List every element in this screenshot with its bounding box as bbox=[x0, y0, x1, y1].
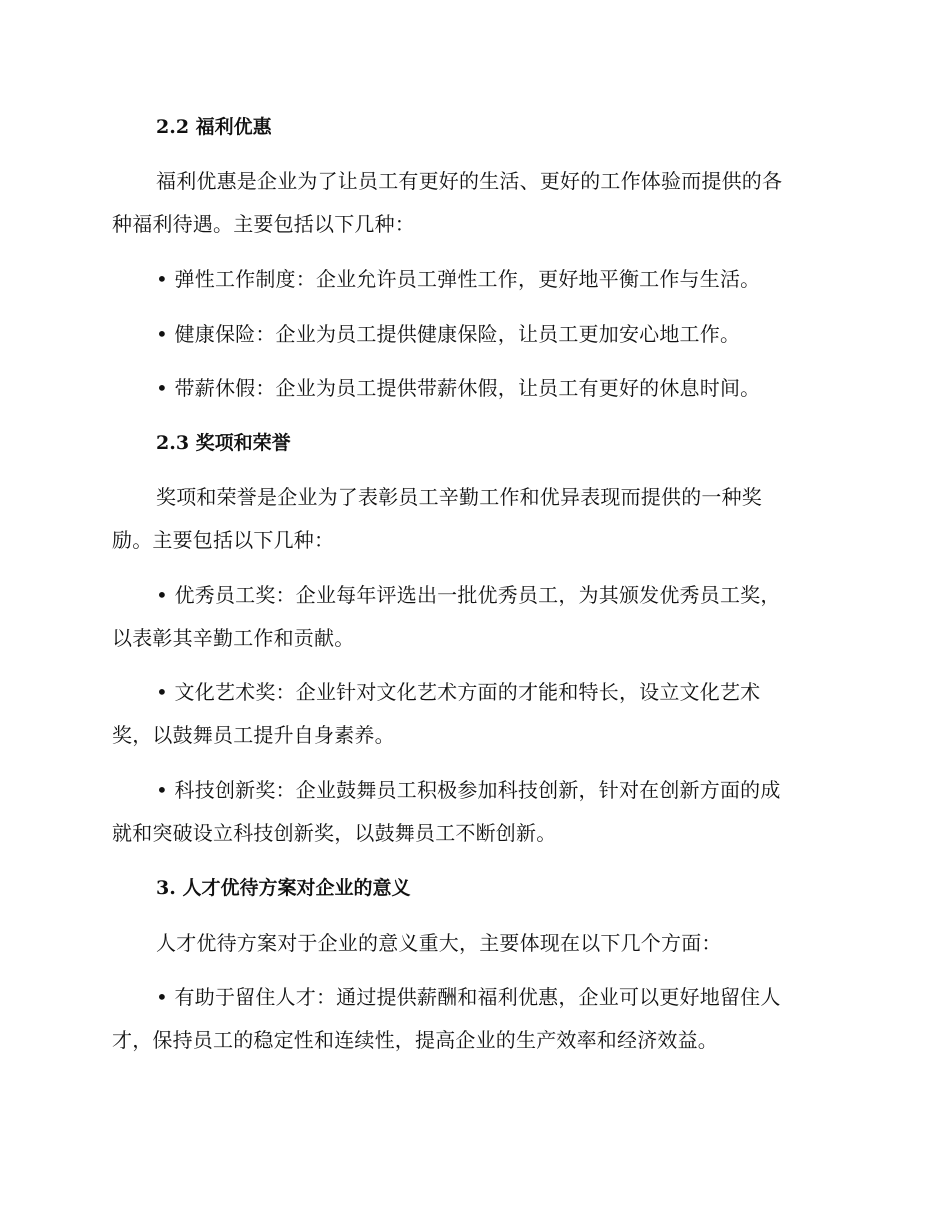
list-item: • 有助于留住人才：通过提供薪酬和福利优惠，企业可以更好地留住人 bbox=[156, 985, 781, 1009]
paragraph-line: 奖项和荣誉是企业为了表彰员工辛勤工作和优异表现而提供的一种奖 bbox=[156, 485, 762, 509]
list-item-continuation: 就和突破设立科技创新奖，以鼓舞员工不断创新。 bbox=[112, 821, 557, 845]
list-item: • 健康保险：企业为员工提供健康保险，让员工更加安心地工作。 bbox=[156, 322, 741, 346]
section-heading-2-3: 2.3 奖项和荣誉 bbox=[156, 432, 291, 454]
list-item: • 优秀员工奖：企业每年评选出一批优秀员工，为其颁发优秀员工奖， bbox=[156, 583, 781, 607]
section-heading-2-2: 2.2 福利优惠 bbox=[156, 116, 272, 138]
paragraph-line: 种福利待遇。主要包括以下几种： bbox=[112, 212, 415, 236]
paragraph-line: 励。主要包括以下几种： bbox=[112, 528, 335, 552]
list-item-continuation: 才，保持员工的稳定性和连续性，提高企业的生产效率和经济效益。 bbox=[112, 1028, 718, 1052]
list-item: • 弹性工作制度：企业允许员工弹性工作，更好地平衡工作与生活。 bbox=[156, 267, 761, 291]
paragraph-line: 福利优惠是企业为了让员工有更好的生活、更好的工作体验而提供的各 bbox=[156, 169, 783, 193]
paragraph-line: 人才优待方案对于企业的意义重大，主要体现在以下几个方面： bbox=[156, 931, 722, 955]
section-heading-3: 3. 人才优待方案对企业的意义 bbox=[156, 877, 411, 899]
list-item: • 文化艺术奖：企业针对文化艺术方面的才能和特长，设立文化艺术 bbox=[156, 680, 761, 704]
list-item-continuation: 以表彰其辛勤工作和贡献。 bbox=[112, 626, 355, 650]
list-item: • 带薪休假：企业为员工提供带薪休假，让员工有更好的休息时间。 bbox=[156, 376, 761, 400]
list-item-continuation: 奖，以鼓舞员工提升自身素养。 bbox=[112, 723, 395, 747]
list-item: • 科技创新奖：企业鼓舞员工积极参加科技创新，针对在创新方面的成 bbox=[156, 778, 781, 802]
